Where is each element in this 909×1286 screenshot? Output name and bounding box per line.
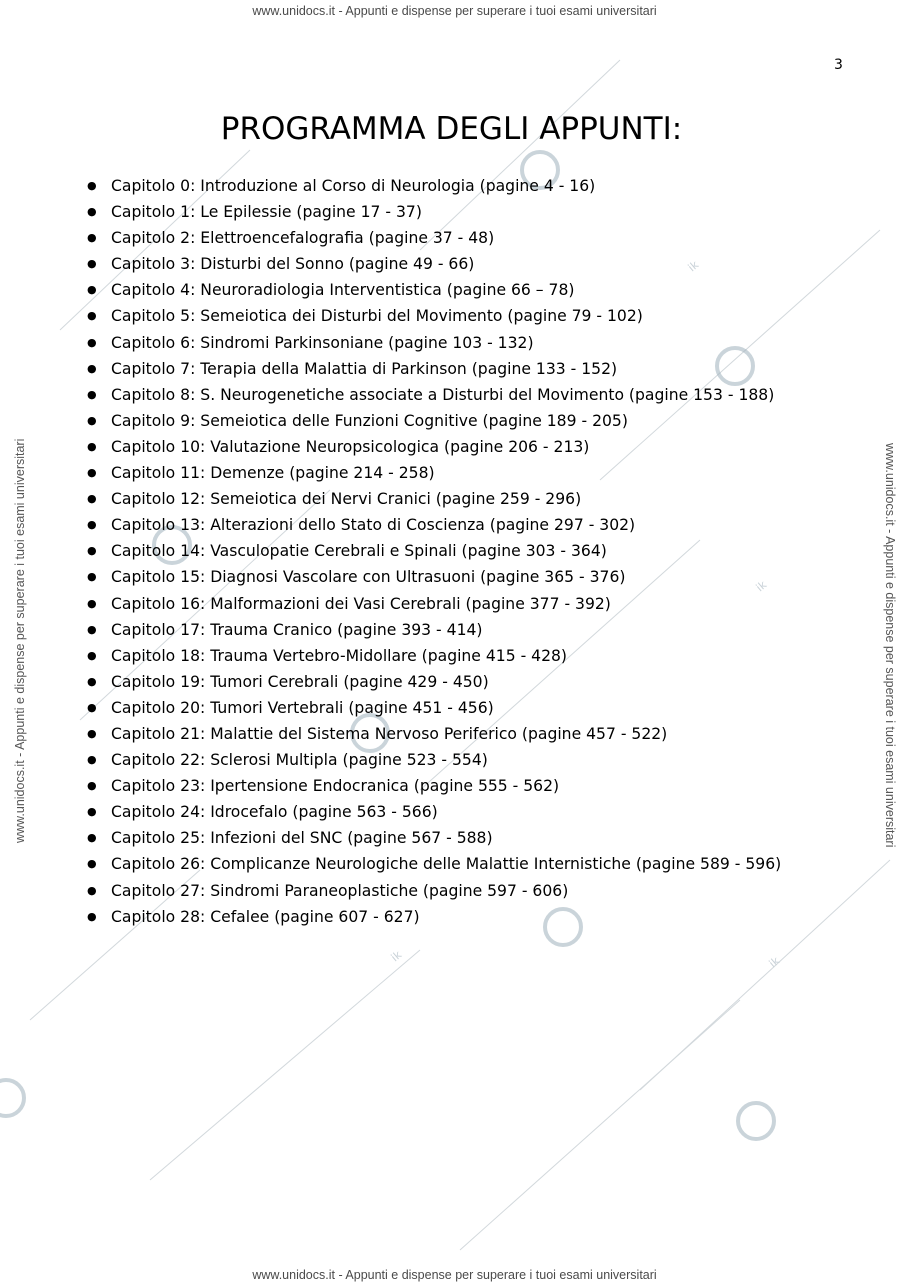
bullet-icon: ●: [87, 257, 97, 271]
bullet-icon: ●: [87, 335, 97, 349]
bullet-icon: ●: [87, 387, 97, 401]
bullet-icon: ●: [87, 909, 97, 923]
bullet-icon: ●: [87, 753, 97, 767]
list-item: [84, 356, 781, 382]
page-title: PROGRAMMA DEGLI APPUNTI:: [220, 111, 683, 147]
list-item: [84, 851, 781, 877]
bullet-icon: ●: [87, 179, 97, 192]
list-item: [84, 486, 781, 512]
list-item: [84, 460, 781, 486]
bullet-icon: ●: [87, 544, 97, 558]
svg-text:ik: ik: [766, 954, 783, 971]
chapter-text: Capitolo 20: Tumori Vertebrali (pagine 451 - 456): [111, 698, 494, 717]
list-item: [84, 643, 781, 669]
bullet-icon: ●: [87, 883, 97, 897]
list-item: [84, 799, 781, 825]
bullet-icon: ●: [87, 779, 97, 793]
list-item: [84, 382, 781, 408]
bullet-icon: ●: [87, 518, 97, 532]
list-item: [84, 512, 781, 538]
svg-text:ik: ik: [388, 948, 405, 965]
chapter-text: Capitolo 26: Complicanze Neurologiche delle Malattie Internistiche (pagine 589 - 596): [111, 855, 782, 874]
chapter-text: Capitolo 16: Malformazioni dei Vasi Cerebrali (pagine 377 - 392): [111, 594, 611, 613]
list-item: [84, 277, 781, 303]
list-item: [84, 773, 781, 799]
bullet-icon: ●: [87, 700, 97, 714]
chapter-text: Capitolo 11: Demenze (pagine 214 - 258): [111, 464, 435, 483]
page-number: 3: [834, 57, 843, 73]
list-item: [84, 695, 781, 721]
list-item: [84, 747, 781, 773]
chapter-text: Capitolo 4: Neuroradiologia Interventistica (pagine 66 – 78): [111, 281, 575, 300]
chapter-text: Capitolo 2: Elettroencefalografia (pagine 37 - 48): [111, 229, 495, 248]
chapter-text: Capitolo 21: Malattie del Sistema Nervoso Periferico (pagine 457 - 522): [111, 724, 668, 743]
bullet-icon: ●: [87, 309, 97, 323]
bullet-icon: ●: [87, 361, 97, 375]
list-item: [84, 434, 781, 460]
list-item: [84, 251, 781, 277]
chapter-text: Capitolo 3: Disturbi del Sonno (pagine 49 - 66): [111, 255, 475, 274]
chapter-text: Capitolo 13: Alterazioni dello Stato di Coscienza (pagine 297 - 302): [111, 516, 636, 535]
list-item: [84, 408, 781, 434]
watermark-right: www.unidocs.it - Appunti e dispense per superare i tuoi esami universitari: [883, 443, 897, 848]
bullet-icon: ●: [87, 492, 97, 506]
chapter-text: Capitolo 9: Semeiotica delle Funzioni Cognitive (pagine 189 - 205): [111, 411, 628, 430]
list-item: [84, 330, 781, 356]
chapter-text: Capitolo 14: Vasculopatie Cerebrali e Spinali (pagine 303 - 364): [111, 542, 607, 561]
chapter-text: Capitolo 19: Tumori Cerebrali (pagine 429 - 450): [111, 672, 489, 691]
watermark-top: www.unidocs.it - Appunti e dispense per superare i tuoi esami universitari: [252, 4, 657, 18]
list-item: [84, 199, 781, 225]
chapter-text: Capitolo 17: Trauma Cranico (pagine 393 - 414): [111, 620, 483, 639]
watermark-left: www.unidocs.it - Appunti e dispense per superare i tuoi esami universitari: [13, 438, 27, 843]
list-item: [84, 538, 781, 564]
chapter-text: Capitolo 0: Introduzione al Corso di Neurologia (pagine 4 - 16): [111, 177, 596, 195]
list-item: [84, 303, 781, 329]
watermark-bottom: www.unidocs.it - Appunti e dispense per superare i tuoi esami universitari: [252, 1268, 657, 1282]
bullet-icon: ●: [87, 596, 97, 610]
chapter-text: Capitolo 8: S. Neurogenetiche associate a Disturbi del Movimento (pagine 153 - 188): [111, 385, 775, 404]
chapter-text: Capitolo 6: Sindromi Parkinsoniane (pagine 103 - 132): [111, 333, 534, 352]
list-item: [84, 225, 781, 251]
chapter-text: Capitolo 12: Semeiotica dei Nervi Cranici (pagine 259 - 296): [111, 490, 582, 509]
bullet-icon: ●: [87, 857, 97, 871]
bullet-icon: ●: [87, 674, 97, 688]
svg-text:ik: ik: [753, 578, 770, 595]
chapter-text: Capitolo 10: Valutazione Neuropsicologica (pagine 206 - 213): [111, 437, 590, 456]
bullet-icon: ●: [87, 439, 97, 453]
chapter-text: Capitolo 18: Trauma Vertebro-Midollare (pagine 415 - 428): [111, 646, 568, 665]
bullet-icon: ●: [87, 413, 97, 427]
bullet-icon: ●: [87, 570, 97, 584]
bullet-icon: ●: [87, 805, 97, 819]
svg-text:ik: ik: [685, 258, 702, 275]
list-item: [84, 904, 781, 930]
bullet-icon: ●: [87, 622, 97, 636]
chapter-text: Capitolo 22: Sclerosi Multipla (pagine 523 - 554): [111, 751, 488, 770]
chapter-list: [84, 173, 781, 930]
list-item: [84, 564, 781, 590]
bullet-icon: ●: [87, 726, 97, 740]
chapter-text: Capitolo 28: Cefalee (pagine 607 - 627): [111, 907, 420, 926]
chapter-text: Capitolo 1: Le Epilessie (pagine 17 - 37): [111, 203, 422, 222]
list-item: [84, 173, 781, 199]
chapter-text: Capitolo 23: Ipertensione Endocranica (pagine 555 - 562): [111, 777, 560, 796]
bullet-icon: ●: [87, 466, 97, 480]
list-item: [84, 721, 781, 747]
chapter-text: Capitolo 5: Semeiotica dei Disturbi del Movimento (pagine 79 - 102): [111, 307, 643, 326]
bullet-icon: ●: [87, 831, 97, 845]
chapter-text: Capitolo 24: Idrocefalo (pagine 563 - 566): [111, 803, 438, 822]
chapter-text: Capitolo 25: Infezioni del SNC (pagine 567 - 588): [111, 829, 493, 848]
chapter-text: Capitolo 7: Terapia della Malattia di Parkinson (pagine 133 - 152): [111, 359, 618, 378]
list-item: [84, 878, 781, 904]
list-item: [84, 591, 781, 617]
chapter-text: Capitolo 27: Sindromi Paraneoplastiche (pagine 597 - 606): [111, 881, 569, 900]
bullet-icon: ●: [87, 648, 97, 662]
list-item: [84, 669, 781, 695]
list-item: [84, 825, 781, 851]
list-item: [84, 617, 781, 643]
chapter-text: Capitolo 15: Diagnosi Vascolare con Ultrasuoni (pagine 365 - 376): [111, 568, 626, 587]
bullet-icon: ●: [87, 231, 97, 245]
bullet-icon: ●: [87, 205, 97, 219]
bullet-icon: ●: [87, 283, 97, 297]
